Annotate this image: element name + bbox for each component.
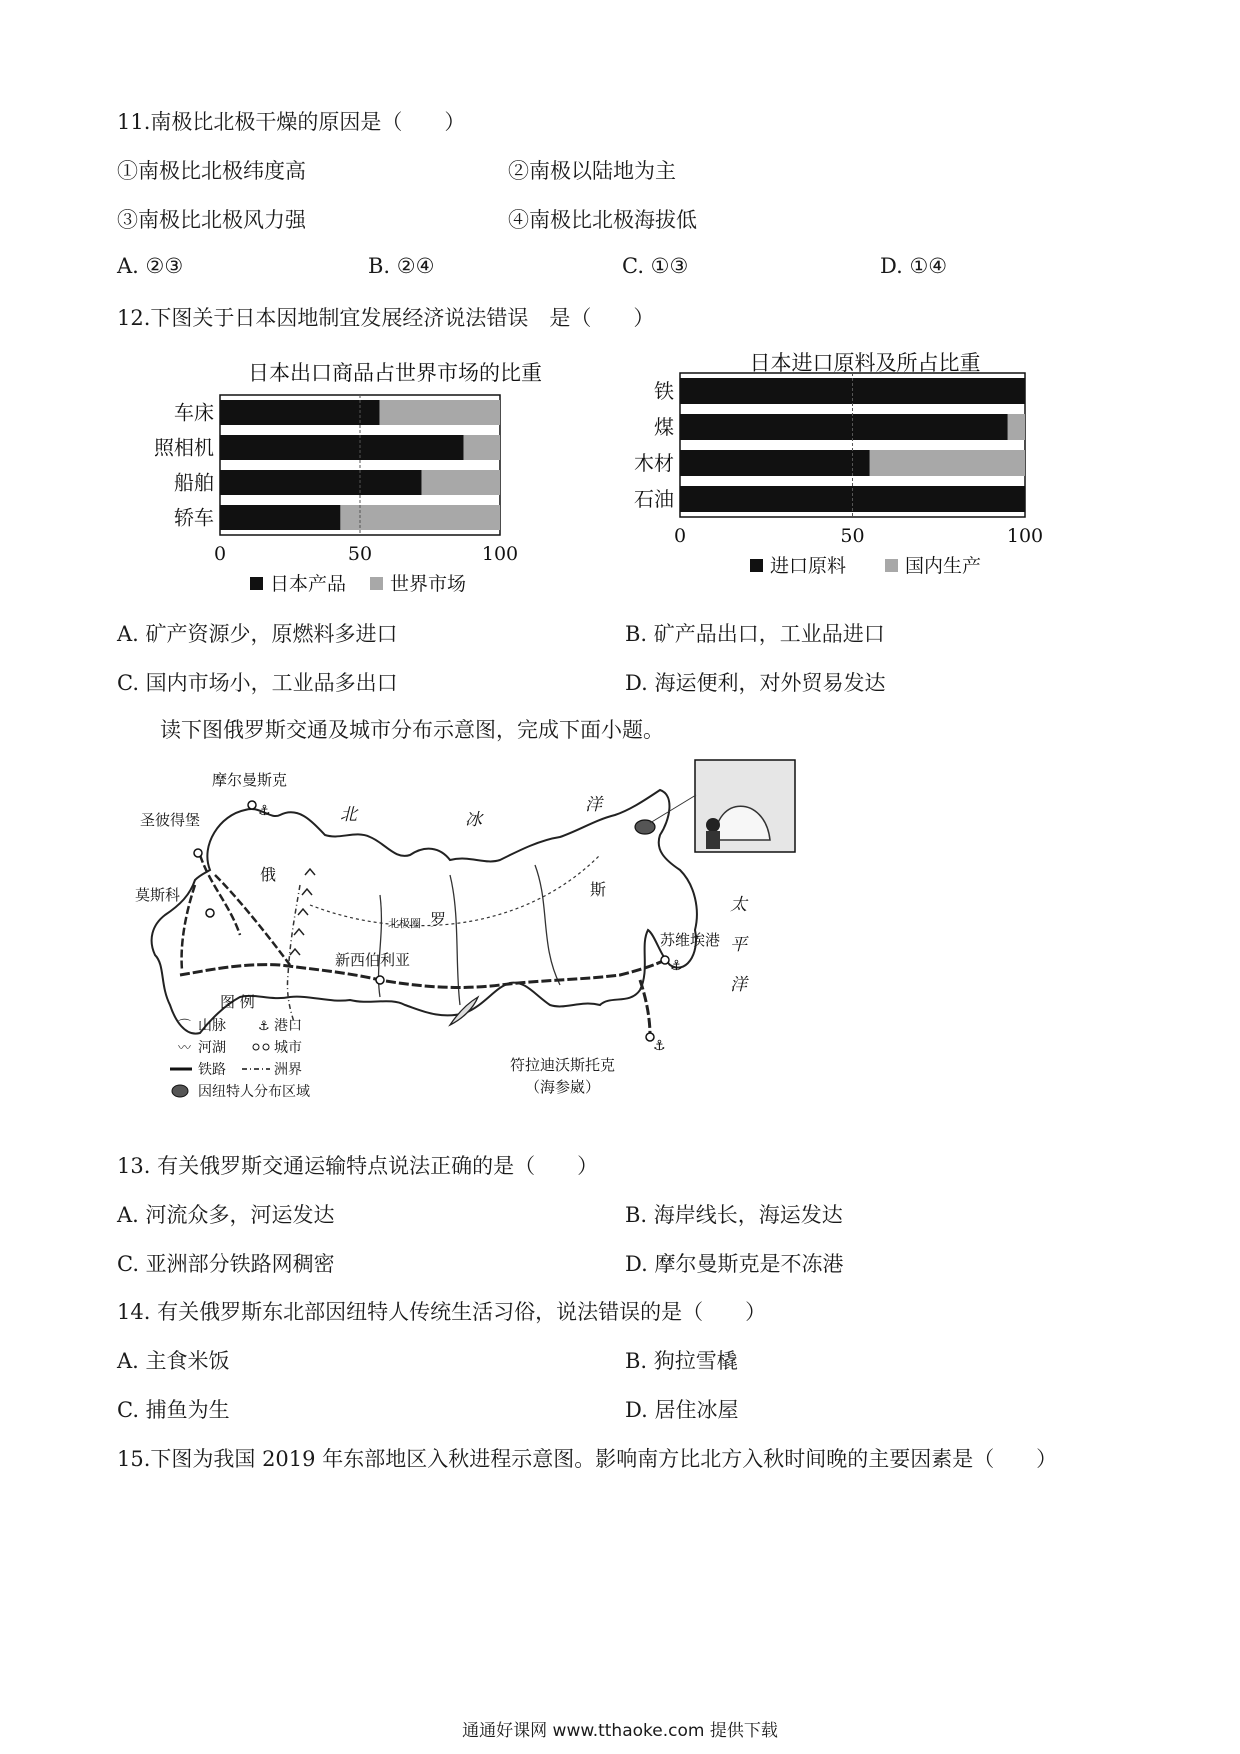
q14-stem: 14. 有关俄罗斯东北部因纽特人传统生活习俗，说法错误的是（ ） bbox=[117, 1300, 767, 1324]
category-label: 木材 bbox=[634, 451, 674, 475]
igloo-photo bbox=[695, 760, 795, 852]
city-sovetskaya bbox=[661, 956, 669, 964]
city-icon bbox=[263, 1044, 269, 1050]
russia-transport-map bbox=[135, 765, 800, 1110]
q14-choice-c[interactable]: C. 捕鱼为生 bbox=[117, 1398, 230, 1422]
bar-secondary bbox=[422, 470, 500, 495]
category-label: 煤 bbox=[654, 415, 674, 439]
q12-choice-c[interactable]: C. 国内市场小，工业品多出口 bbox=[117, 671, 398, 695]
q11-item-4: ④南极比北极海拔低 bbox=[508, 208, 697, 232]
lake-baikal bbox=[450, 997, 478, 1025]
bar-primary bbox=[680, 414, 1008, 440]
q14-choice-a[interactable]: A. 主食米饭 bbox=[117, 1349, 230, 1373]
legend-swatch bbox=[750, 559, 763, 572]
q11-stem: 11.南极比北极干燥的原因是（ ） bbox=[117, 110, 466, 134]
label-bing: 冰 bbox=[465, 810, 482, 830]
q13-choice-a[interactable]: A. 河流众多，河运发达 bbox=[117, 1203, 335, 1227]
label-novosibirsk: 新西伯利亚 bbox=[335, 951, 411, 969]
label-vladivostok: 符拉迪沃斯托克 bbox=[510, 1056, 616, 1074]
q11-choice-d[interactable]: D. ①④ bbox=[880, 254, 948, 278]
footer-watermark: 通通好课网 www.tthaoke.com 提供下载 bbox=[462, 1721, 778, 1741]
reading-instruction: 读下图俄罗斯交通及城市分布示意图，完成下面小题。 bbox=[160, 718, 664, 742]
q12-choice-a[interactable]: A. 矿产资源少，原燃料多进口 bbox=[117, 622, 398, 646]
legend-label: 国内生产 bbox=[905, 555, 982, 577]
q11-choice-c[interactable]: C. ①③ bbox=[622, 254, 689, 278]
inuit-icon bbox=[172, 1085, 188, 1097]
q12-choice-b[interactable]: B. 矿产品出口，工业品进口 bbox=[625, 622, 885, 646]
label-moscow: 莫斯科 bbox=[135, 886, 181, 904]
q11-item-2: ②南极以陆地为主 bbox=[508, 159, 676, 183]
legend-swatch bbox=[370, 577, 383, 590]
arctic-circle-line bbox=[310, 855, 600, 926]
label-e: 俄 bbox=[260, 865, 277, 884]
label-vladivostok-alt: （海参崴） bbox=[525, 1078, 601, 1096]
mountain-icon: ⌒ bbox=[178, 1019, 192, 1034]
bar-secondary bbox=[340, 505, 500, 530]
category-label: 石油 bbox=[634, 487, 674, 511]
legend-port: 港口 bbox=[274, 1018, 302, 1034]
export-share-chart bbox=[140, 355, 580, 600]
bar-secondary bbox=[870, 450, 1025, 476]
bar-primary bbox=[220, 400, 380, 425]
q13-choice-d[interactable]: D. 摩尔曼斯克是不冻港 bbox=[625, 1252, 844, 1276]
category-label: 轿车 bbox=[174, 505, 214, 530]
category-label: 车床 bbox=[174, 400, 214, 425]
q11-choice-b[interactable]: B. ②④ bbox=[368, 254, 435, 278]
label-stpetersburg: 圣彼得堡 bbox=[140, 811, 201, 829]
q12-stem: 12.下图关于日本因地制宜发展经济说法错误 是（ ） bbox=[117, 306, 655, 330]
anchor-icon: ⚓ bbox=[653, 1038, 666, 1054]
city-icon bbox=[253, 1044, 259, 1050]
q11-item-1: ①南极比北极纬度高 bbox=[117, 159, 306, 183]
legend-inuit: 因纽特人分布区域 bbox=[198, 1084, 310, 1100]
lena-river bbox=[535, 865, 560, 985]
anchor-icon: ⚓ bbox=[258, 1019, 270, 1034]
anchor-icon: ⚓ bbox=[258, 803, 271, 819]
city-novosibirsk bbox=[376, 976, 384, 984]
q15-stem: 15.下图为我国 2019 年东部地区入秋进程示意图。影响南方比北方入秋时间晚的主要因素是（ ） bbox=[117, 1447, 1058, 1471]
legend-rail: 铁路 bbox=[198, 1062, 226, 1078]
label-pacific-yang: 洋 bbox=[730, 975, 747, 995]
bar-secondary bbox=[1008, 414, 1025, 440]
anchor-icon: ⚓ bbox=[670, 958, 683, 974]
bar-primary bbox=[220, 505, 340, 530]
legend-river: 河湖 bbox=[198, 1040, 226, 1056]
q13-stem: 13. 有关俄罗斯交通运输特点说法正确的是（ ） bbox=[117, 1154, 599, 1178]
tick-label: 50 bbox=[840, 525, 865, 547]
q14-choice-d[interactable]: D. 居住冰屋 bbox=[625, 1398, 739, 1422]
legend-label: 日本产品 bbox=[270, 573, 347, 595]
tick-label: 50 bbox=[347, 543, 373, 565]
category-label: 船舶 bbox=[174, 470, 214, 495]
q12-choice-d[interactable]: D. 海运便利，对外贸易发达 bbox=[625, 671, 886, 695]
legend-label: 世界市场 bbox=[390, 573, 467, 595]
category-label: 照相机 bbox=[154, 435, 214, 460]
tick-label: 100 bbox=[1006, 525, 1044, 547]
city-moscow bbox=[206, 909, 214, 917]
label-murmansk: 摩尔曼斯克 bbox=[212, 771, 288, 789]
label-yang: 洋 bbox=[585, 795, 602, 815]
ural-boundary-line bbox=[287, 885, 300, 1025]
label-bei: 北 bbox=[340, 805, 357, 825]
label-luo: 罗 bbox=[430, 910, 447, 929]
import-share-chart bbox=[634, 345, 1060, 600]
bar-secondary bbox=[380, 400, 500, 425]
q11-item-3: ③南极比北极风力强 bbox=[117, 208, 306, 232]
yenisei-river bbox=[450, 875, 460, 1005]
tick-label: 0 bbox=[673, 525, 687, 547]
chart-title: 日本进口原料及所占比重 bbox=[749, 351, 981, 375]
legend-boundary: 洲界 bbox=[274, 1062, 302, 1078]
bar-primary bbox=[220, 435, 464, 460]
city-murmansk bbox=[248, 801, 256, 809]
ural-mountains bbox=[290, 869, 315, 955]
label-ping: 平 bbox=[730, 935, 747, 955]
map-legend bbox=[170, 993, 310, 1100]
bar-primary bbox=[220, 470, 422, 495]
tick-label: 0 bbox=[213, 543, 227, 565]
city-stpetersburg bbox=[194, 849, 202, 857]
bar-primary bbox=[680, 450, 870, 476]
legend-swatch bbox=[885, 559, 898, 572]
river-icon: 〰 bbox=[178, 1041, 192, 1056]
label-sovetskaya: 苏维埃港 bbox=[660, 931, 721, 949]
label-tai: 太 bbox=[730, 895, 747, 915]
label-si: 斯 bbox=[590, 880, 607, 899]
label-arctic-circle: 北极圈 bbox=[388, 917, 421, 930]
q13-choice-c[interactable]: C. 亚洲部分铁路网稠密 bbox=[117, 1252, 335, 1276]
q13-choice-b[interactable]: B. 海岸线长，海运发达 bbox=[625, 1203, 843, 1227]
legend-title: 图 例 bbox=[220, 993, 255, 1011]
q14-choice-b[interactable]: B. 狗拉雪橇 bbox=[625, 1349, 738, 1373]
tick-label: 100 bbox=[481, 543, 519, 565]
legend-city: 城市 bbox=[274, 1040, 302, 1056]
chart-title: 日本出口商品占世界市场的比重 bbox=[248, 361, 542, 385]
q11-choice-a[interactable]: A. ②③ bbox=[117, 254, 184, 278]
legend-mountain: 山脉 bbox=[198, 1018, 226, 1034]
category-label: 铁 bbox=[654, 379, 674, 403]
bar-secondary bbox=[464, 435, 500, 460]
legend-swatch bbox=[250, 577, 263, 590]
legend-label: 进口原料 bbox=[770, 555, 847, 577]
